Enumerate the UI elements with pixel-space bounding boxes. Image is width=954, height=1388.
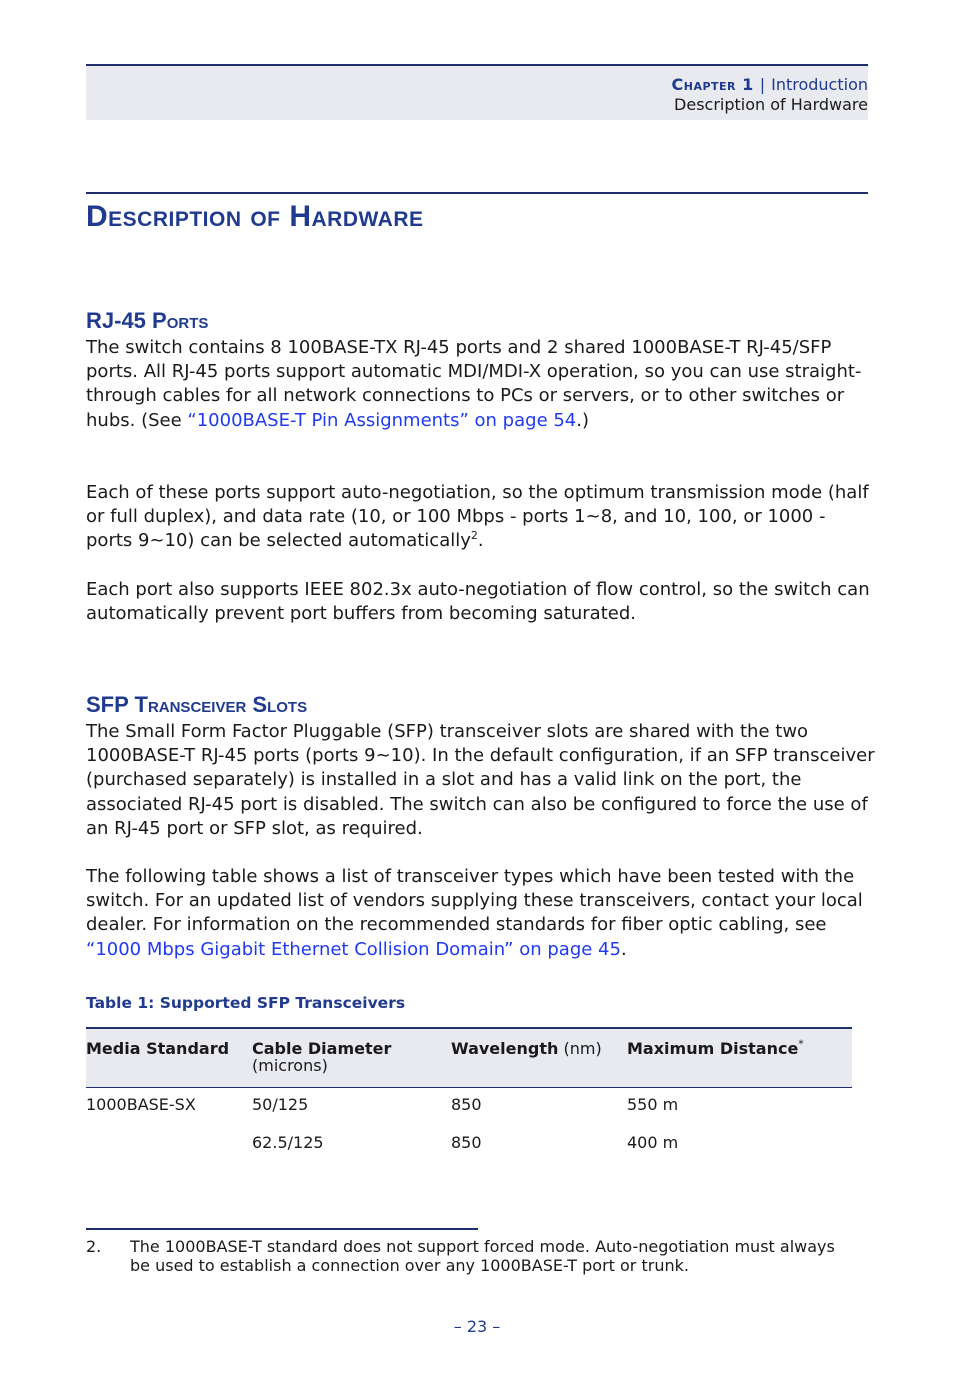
cell-cable: 62.5/125	[252, 1133, 324, 1152]
rj45-p2-text: Each of these ports support auto-negotiation, so the optimum transmission mode (half or full duplex), and data rate (10, or 100 Mbps - ports 1~8, and 10, 100, or 1000 - ports 9~10) can be selected automatically	[86, 482, 869, 552]
footnote-rule	[86, 1228, 478, 1230]
table-caption: Table 1: Supported SFP Transceivers	[86, 994, 406, 1012]
cell-distance: 550 m	[627, 1095, 679, 1114]
cell-media: 1000BASE-SX	[86, 1095, 196, 1114]
footnote-number: 2.	[86, 1237, 102, 1256]
title-rule	[86, 192, 868, 194]
rj45-paragraph-3: Each port also supports IEEE 802.3x auto-negotiation of flow control, so the switch can automatically prevent port buffers from becoming saturated.	[86, 579, 870, 625]
table-header	[86, 1027, 852, 1088]
rj45-heading: RJ-45 Ports	[86, 308, 209, 333]
cell-wavelength: 850	[451, 1133, 482, 1152]
page-number: – 23 –	[453, 1317, 501, 1336]
header-wavelength: Wavelength (nm)	[451, 1039, 602, 1058]
collision-domain-link[interactable]: “1000 Mbps Gigabit Ethernet Collision Domain” on page 45	[86, 938, 621, 960]
sfp-p2-end: .	[620, 938, 627, 960]
header-section: Description of Hardware	[674, 95, 868, 114]
sfp-table	[86, 1027, 852, 1164]
cell-distance: 400 m	[627, 1133, 679, 1152]
rj45-paragraph-1	[86, 336, 876, 433]
running-header	[86, 64, 868, 120]
rj45-p2-end: .	[477, 530, 484, 552]
header-chapter-line	[672, 75, 869, 94]
sfp-p2-text: The following table shows a list of transceiver types which have been tested with the switch. For an updated list of vendors supplying these transceivers, contact your local dealer. For information on the recommended standards for fiber optic cabling, see	[86, 866, 863, 936]
table-row	[86, 1126, 852, 1164]
chapter-title: Introduction	[771, 75, 868, 94]
header-cable: Cable Diameter (microns)	[252, 1039, 392, 1075]
cell-wavelength: 850	[451, 1095, 482, 1114]
rj45-paragraph-2	[86, 481, 876, 554]
header-separator: |	[759, 75, 766, 94]
chapter-label: Chapter 1	[671, 75, 754, 94]
header-media: Media Standard	[86, 1039, 230, 1058]
sfp-paragraph-2	[86, 865, 876, 962]
sfp-paragraph-1: The Small Form Factor Pluggable (SFP) transceiver slots are shared with the two 1000BASE-T RJ-45 ports (ports 9~10). In the default configuration, if an SFP transceiver (purchased separately) is installed in a slot and has a valid link on the port, the associated RJ-45 port is disabled. The switch can also be configured to force the use of an RJ-45 port or SFP slot, as required.	[86, 721, 875, 839]
pin-assignments-link[interactable]: “1000BASE-T Pin Assignments” on page 54	[187, 409, 577, 431]
page-title: Description of Hardware	[86, 200, 424, 233]
sfp-heading: SFP Transceiver Slots	[86, 692, 308, 717]
table-row	[86, 1088, 852, 1126]
footnote-ref[interactable]: 2	[470, 529, 478, 543]
rj45-p1-end: .)	[576, 409, 590, 431]
rj45-p1-text: The switch contains 8 100BASE-TX RJ-45 ports and 2 shared 1000BASE-T RJ-45/SFP ports. All RJ-45 ports support automatic MDI/MDI-X operation, so you can use straight-through cables for all network connections to PCs or servers, or to other switches or hubs. (See	[86, 337, 862, 431]
footnote-text: The 1000BASE-T standard does not support forced mode. Auto-negotiation must always be used to establish a connection over any 1000BASE-T port or trunk.	[130, 1237, 835, 1275]
cell-cable: 50/125	[252, 1095, 309, 1114]
header-distance: Maximum Distance*	[627, 1037, 804, 1058]
